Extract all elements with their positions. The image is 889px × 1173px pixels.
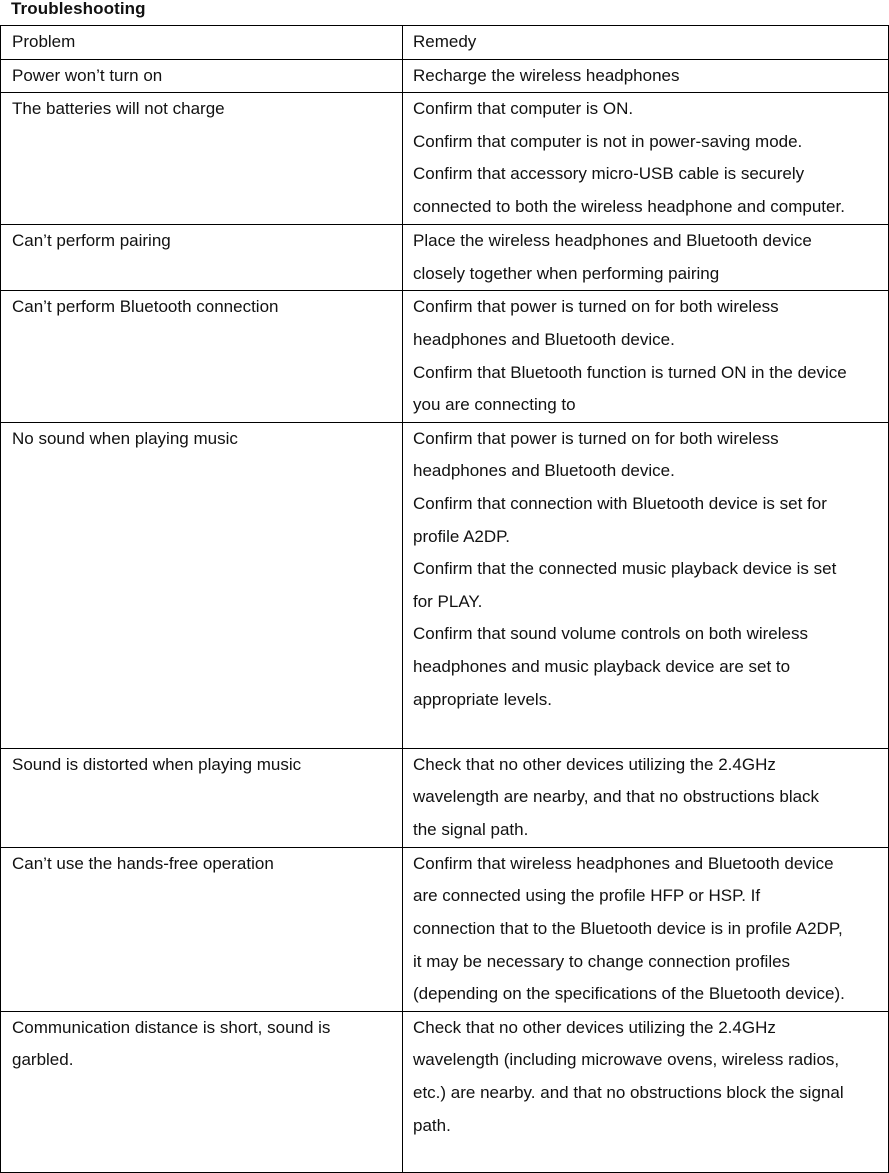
- remedy-text: Confirm that computer is ON.: [413, 99, 634, 119]
- troubleshooting-table: [0, 25, 889, 1173]
- remedy-text: (depending on the specifications of the Bluetooth device).: [413, 984, 845, 1004]
- table-row: [1, 847, 889, 1011]
- problem-text: Power won’t turn on: [12, 65, 163, 85]
- header-remedy-label: Remedy: [413, 32, 477, 51]
- remedy-text: Confirm that power is turned on for both wireless: [413, 297, 779, 317]
- remedy-text: Check that no other devices utilizing the 2.4GHz: [413, 1017, 776, 1037]
- remedy-text: Recharge the wireless headphones: [413, 65, 680, 85]
- remedy-text: closely together when performing pairing: [413, 263, 720, 283]
- problem-text: No sound when playing music: [12, 428, 238, 448]
- problem-text: Sound is distorted when playing music: [12, 754, 302, 774]
- header-problem-label: Problem: [12, 32, 76, 51]
- problem-cell: [1, 225, 403, 291]
- problem-cell: [1, 59, 403, 93]
- remedy-text: connected to both the wireless headphone and computer.: [413, 196, 845, 216]
- problem-cell: [1, 93, 403, 225]
- remedy-text: Confirm that power is turned on for both wireless: [413, 428, 779, 448]
- remedy-cell: [403, 93, 889, 225]
- table-row: [1, 1011, 889, 1172]
- problem-text: garbled.: [12, 1050, 74, 1070]
- problem-cell: [1, 748, 403, 847]
- remedy-text: wavelength are nearby, and that no obstructions black: [413, 787, 820, 807]
- remedy-text: appropriate levels.: [413, 689, 552, 709]
- problem-text: Communication distance is short, sound is: [12, 1017, 331, 1037]
- remedy-cell: [403, 59, 889, 93]
- remedy-text: are connected using the profile HFP or HSP. If: [413, 886, 761, 906]
- table-row: [1, 291, 889, 422]
- remedy-cell: [403, 225, 889, 291]
- problem-text: The batteries will not charge: [12, 99, 225, 119]
- remedy-text: Check that no other devices utilizing the 2.4GHz: [413, 754, 776, 774]
- problem-text: Can’t perform Bluetooth connection: [12, 297, 279, 317]
- table-row: [1, 225, 889, 291]
- remedy-text: Place the wireless headphones and Bluetooth device: [413, 231, 812, 251]
- problem-cell: [1, 847, 403, 1011]
- remedy-text: for PLAY.: [413, 591, 483, 611]
- remedy-text: Confirm that connection with Bluetooth device is set for: [413, 493, 827, 513]
- page-title: Troubleshooting: [11, 0, 146, 18]
- remedy-cell: [403, 422, 889, 748]
- header-remedy: [403, 26, 889, 60]
- remedy-text: the signal path.: [413, 819, 529, 839]
- remedy-text: headphones and music playback device are set to: [413, 656, 791, 676]
- remedy-text: Confirm that Bluetooth function is turned ON in the device: [413, 362, 847, 382]
- table-row: [1, 93, 889, 225]
- remedy-text: path.: [413, 1115, 451, 1135]
- remedy-text: you are connecting to: [413, 395, 576, 415]
- remedy-text: headphones and Bluetooth device.: [413, 329, 675, 349]
- remedy-text: connection that to the Bluetooth device is in profile A2DP,: [413, 918, 843, 938]
- remedy-cell: [403, 847, 889, 1011]
- remedy-text: Confirm that wireless headphones and Bluetooth device: [413, 853, 834, 873]
- problem-text: Can’t perform pairing: [12, 231, 171, 251]
- remedy-cell: [403, 748, 889, 847]
- table-row: [1, 748, 889, 847]
- header-problem: [1, 26, 403, 60]
- problem-cell: [1, 1011, 403, 1172]
- remedy-text: Confirm that sound volume controls on both wireless: [413, 624, 808, 644]
- problem-text: Can’t use the hands-free operation: [12, 853, 274, 873]
- remedy-text: it may be necessary to change connection profiles: [413, 951, 791, 971]
- remedy-text: Confirm that computer is not in power-saving mode.: [413, 131, 803, 151]
- remedy-text: wavelength (including microwave ovens, wireless radios,: [413, 1050, 840, 1070]
- table-row: [1, 422, 889, 748]
- table-row: [1, 59, 889, 93]
- remedy-cell: [403, 1011, 889, 1172]
- remedy-text: etc.) are nearby. and that no obstructions block the signal: [413, 1082, 844, 1102]
- remedy-text: Confirm that the connected music playback device is set: [413, 559, 837, 579]
- problem-cell: [1, 291, 403, 422]
- remedy-text: profile A2DP.: [413, 526, 511, 546]
- remedy-text: headphones and Bluetooth device.: [413, 461, 675, 481]
- table-header-row: [1, 26, 889, 60]
- remedy-text: Confirm that accessory micro-USB cable is securely: [413, 164, 805, 184]
- remedy-cell: [403, 291, 889, 422]
- problem-cell: [1, 422, 403, 748]
